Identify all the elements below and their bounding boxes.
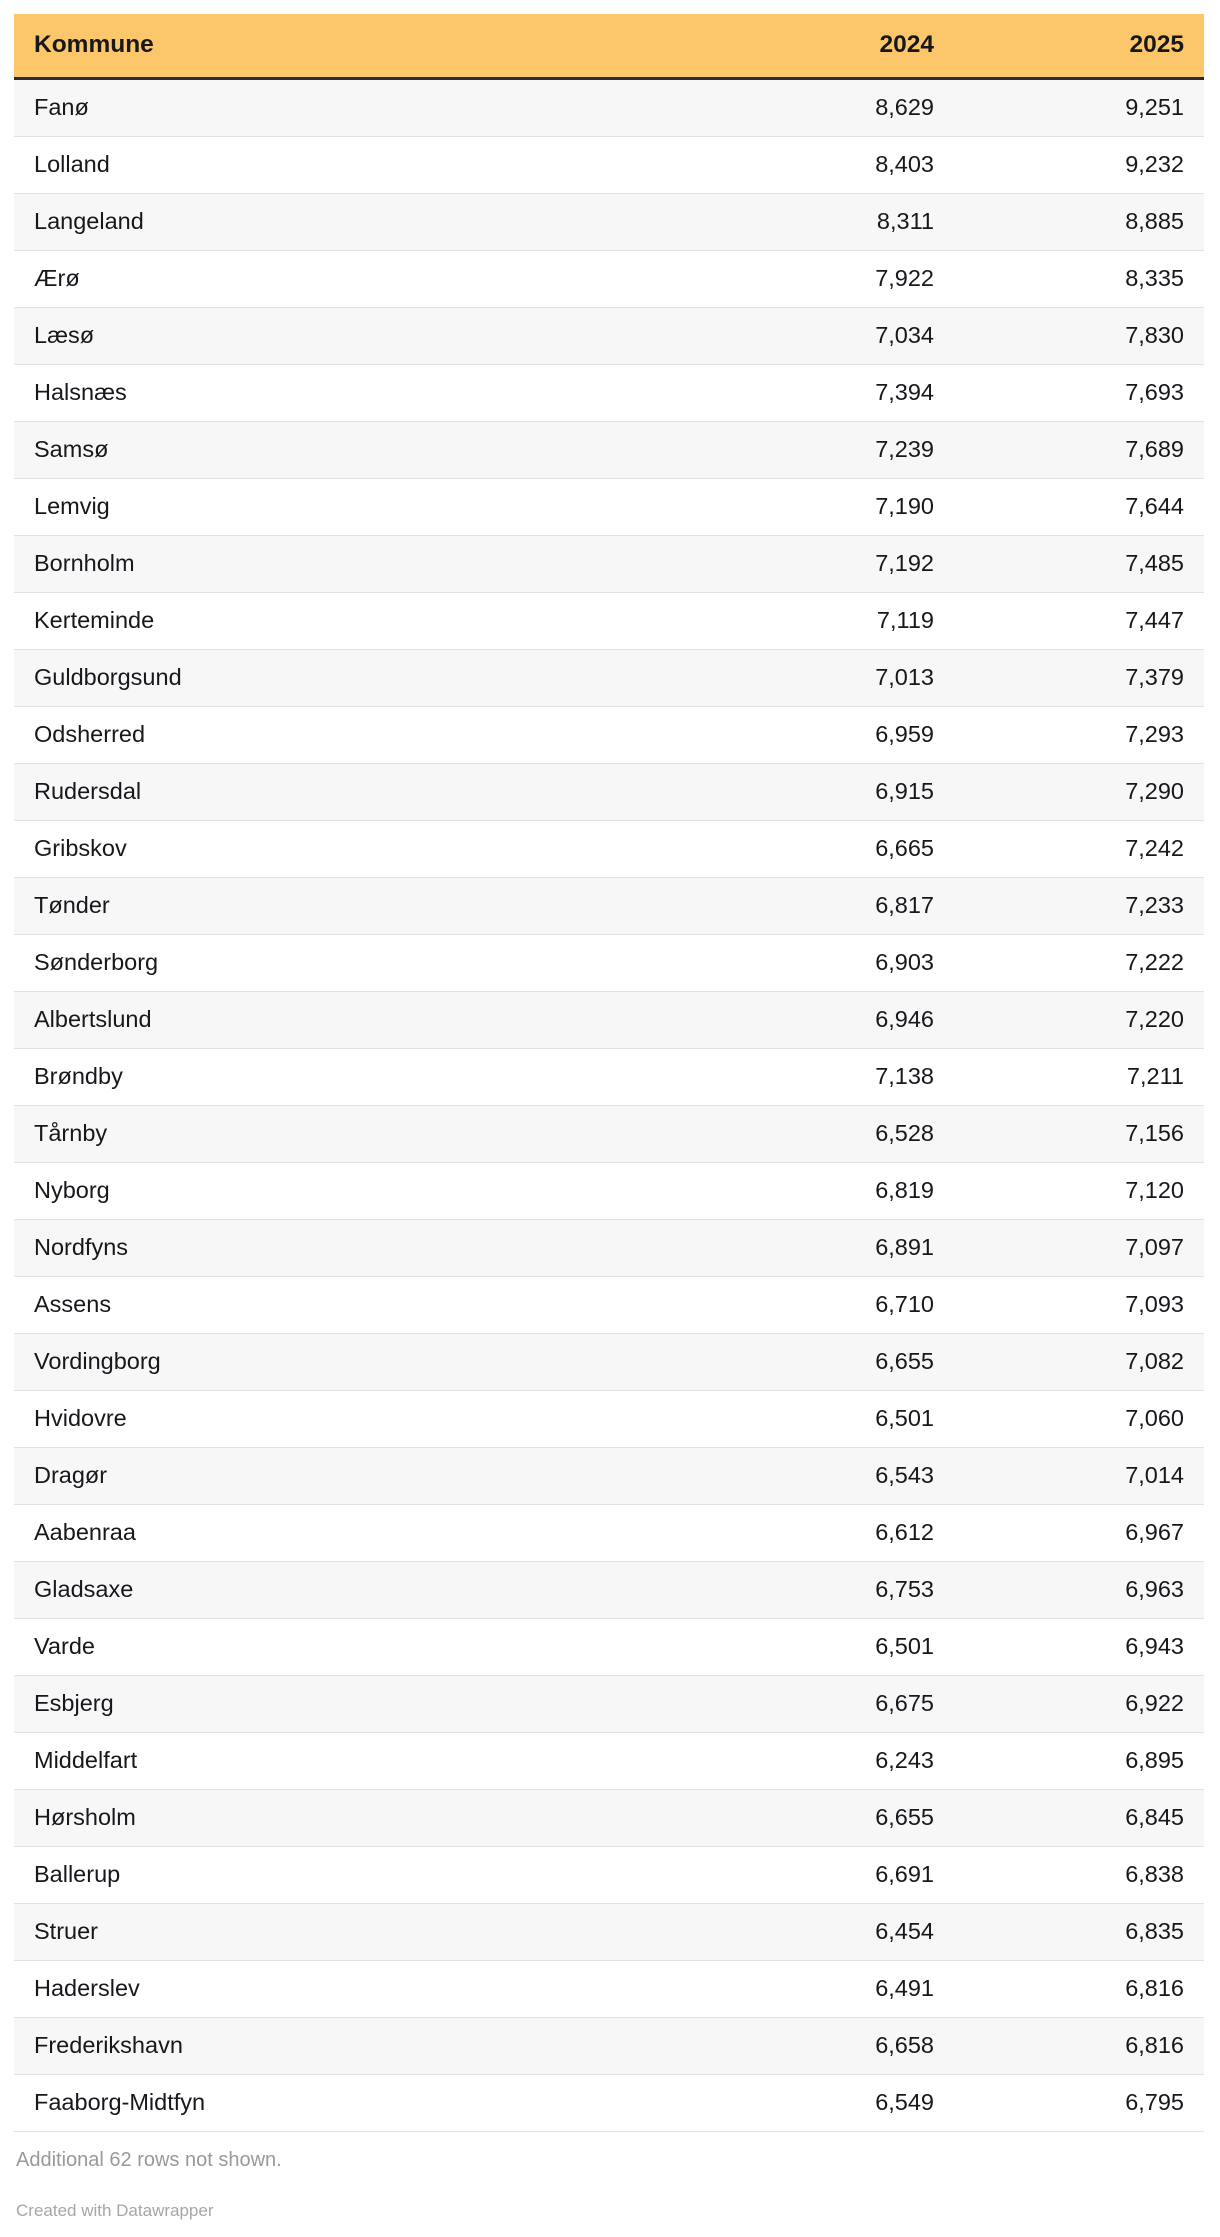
cell-2025: 9,232 xyxy=(954,137,1204,194)
table-row xyxy=(14,707,1204,764)
cell-2025: 7,290 xyxy=(954,764,1204,821)
table-row xyxy=(14,536,1204,593)
table-row xyxy=(14,79,1204,137)
cell-2025: 7,830 xyxy=(954,308,1204,365)
cell-2025: 7,644 xyxy=(954,479,1204,536)
cell-2024: 6,491 xyxy=(704,1961,954,2018)
cell-kommune: Sønderborg xyxy=(14,935,704,992)
column-header-kommune[interactable]: Kommune xyxy=(14,14,704,79)
cell-2024: 6,959 xyxy=(704,707,954,764)
cell-2025: 7,222 xyxy=(954,935,1204,992)
cell-kommune: Gribskov xyxy=(14,821,704,878)
table-row xyxy=(14,878,1204,935)
cell-kommune: Kerteminde xyxy=(14,593,704,650)
cell-2025: 7,379 xyxy=(954,650,1204,707)
cell-kommune: Nordfyns xyxy=(14,1220,704,1277)
cell-2025: 7,156 xyxy=(954,1106,1204,1163)
cell-2024: 8,403 xyxy=(704,137,954,194)
cell-2024: 7,034 xyxy=(704,308,954,365)
data-table xyxy=(14,14,1204,2132)
column-header-2025[interactable]: 2025 xyxy=(954,14,1204,79)
table-row xyxy=(14,1049,1204,1106)
cell-kommune: Hørsholm xyxy=(14,1790,704,1847)
cell-kommune: Albertslund xyxy=(14,992,704,1049)
cell-2025: 6,967 xyxy=(954,1505,1204,1562)
cell-kommune: Læsø xyxy=(14,308,704,365)
table-body xyxy=(14,79,1204,2132)
cell-2025: 7,693 xyxy=(954,365,1204,422)
cell-2025: 6,816 xyxy=(954,2018,1204,2075)
cell-kommune: Brøndby xyxy=(14,1049,704,1106)
table-row xyxy=(14,308,1204,365)
cell-2024: 6,454 xyxy=(704,1904,954,1961)
cell-2025: 7,014 xyxy=(954,1448,1204,1505)
table-row xyxy=(14,1277,1204,1334)
table-row xyxy=(14,650,1204,707)
cell-2025: 6,895 xyxy=(954,1733,1204,1790)
rows-not-shown-note: Additional 62 rows not shown. xyxy=(16,2149,282,2171)
cell-kommune: Struer xyxy=(14,1904,704,1961)
cell-2025: 7,093 xyxy=(954,1277,1204,1334)
cell-2024: 6,710 xyxy=(704,1277,954,1334)
table-row xyxy=(14,1163,1204,1220)
cell-2025: 6,845 xyxy=(954,1790,1204,1847)
cell-2025: 7,485 xyxy=(954,536,1204,593)
table-row xyxy=(14,1334,1204,1391)
cell-kommune: Lolland xyxy=(14,137,704,194)
cell-2024: 6,915 xyxy=(704,764,954,821)
table-row xyxy=(14,1733,1204,1790)
cell-2024: 6,817 xyxy=(704,878,954,935)
cell-2025: 7,293 xyxy=(954,707,1204,764)
cell-2024: 7,239 xyxy=(704,422,954,479)
cell-2025: 7,447 xyxy=(954,593,1204,650)
cell-kommune: Langeland xyxy=(14,194,704,251)
cell-kommune: Varde xyxy=(14,1619,704,1676)
table-row xyxy=(14,1619,1204,1676)
cell-kommune: Bornholm xyxy=(14,536,704,593)
table-header-row xyxy=(14,14,1204,79)
cell-2024: 6,243 xyxy=(704,1733,954,1790)
table-row xyxy=(14,1448,1204,1505)
table-row xyxy=(14,935,1204,992)
table-row xyxy=(14,1847,1204,1904)
cell-2025: 7,060 xyxy=(954,1391,1204,1448)
cell-kommune: Samsø xyxy=(14,422,704,479)
cell-kommune: Frederikshavn xyxy=(14,2018,704,2075)
cell-2024: 7,190 xyxy=(704,479,954,536)
cell-2024: 6,675 xyxy=(704,1676,954,1733)
cell-2024: 6,655 xyxy=(704,1790,954,1847)
cell-kommune: Odsherred xyxy=(14,707,704,764)
cell-2024: 6,528 xyxy=(704,1106,954,1163)
cell-2025: 6,922 xyxy=(954,1676,1204,1733)
cell-2024: 6,501 xyxy=(704,1619,954,1676)
table-row xyxy=(14,1391,1204,1448)
cell-kommune: Ballerup xyxy=(14,1847,704,1904)
cell-2024: 7,394 xyxy=(704,365,954,422)
cell-2025: 6,963 xyxy=(954,1562,1204,1619)
table-row xyxy=(14,1562,1204,1619)
cell-kommune: Assens xyxy=(14,1277,704,1334)
cell-2025: 7,211 xyxy=(954,1049,1204,1106)
cell-2024: 8,311 xyxy=(704,194,954,251)
cell-2024: 6,543 xyxy=(704,1448,954,1505)
cell-2024: 7,922 xyxy=(704,251,954,308)
cell-2025: 7,242 xyxy=(954,821,1204,878)
cell-kommune: Tårnby xyxy=(14,1106,704,1163)
cell-kommune: Guldborgsund xyxy=(14,650,704,707)
table-row xyxy=(14,593,1204,650)
cell-kommune: Tønder xyxy=(14,878,704,935)
cell-2025: 7,082 xyxy=(954,1334,1204,1391)
cell-2024: 7,192 xyxy=(704,536,954,593)
cell-kommune: Middelfart xyxy=(14,1733,704,1790)
cell-2025: 6,835 xyxy=(954,1904,1204,1961)
table-row xyxy=(14,821,1204,878)
table-row xyxy=(14,1106,1204,1163)
table-row xyxy=(14,422,1204,479)
cell-2024: 6,501 xyxy=(704,1391,954,1448)
cell-2025: 8,885 xyxy=(954,194,1204,251)
cell-2025: 7,689 xyxy=(954,422,1204,479)
column-header-2024[interactable]: 2024 xyxy=(704,14,954,79)
cell-kommune: Gladsaxe xyxy=(14,1562,704,1619)
table-row xyxy=(14,1505,1204,1562)
cell-kommune: Lemvig xyxy=(14,479,704,536)
cell-2024: 6,665 xyxy=(704,821,954,878)
cell-2025: 7,097 xyxy=(954,1220,1204,1277)
table-row xyxy=(14,1220,1204,1277)
table-row xyxy=(14,764,1204,821)
cell-2024: 6,658 xyxy=(704,2018,954,2075)
table-row xyxy=(14,194,1204,251)
table-header xyxy=(14,14,1204,79)
cell-kommune: Faaborg-Midtfyn xyxy=(14,2075,704,2132)
cell-2024: 6,612 xyxy=(704,1505,954,1562)
table-row xyxy=(14,2075,1204,2132)
cell-2025: 8,335 xyxy=(954,251,1204,308)
table-row xyxy=(14,992,1204,1049)
cell-kommune: Rudersdal xyxy=(14,764,704,821)
cell-kommune: Aabenraa xyxy=(14,1505,704,1562)
table-row xyxy=(14,2018,1204,2075)
datawrapper-credit[interactable]: Created with Datawrapper xyxy=(16,2201,214,2220)
cell-2024: 6,691 xyxy=(704,1847,954,1904)
table-row xyxy=(14,251,1204,308)
cell-2025: 7,233 xyxy=(954,878,1204,935)
table-row xyxy=(14,137,1204,194)
cell-kommune: Esbjerg xyxy=(14,1676,704,1733)
cell-kommune: Hvidovre xyxy=(14,1391,704,1448)
cell-2025: 7,220 xyxy=(954,992,1204,1049)
cell-2025: 6,943 xyxy=(954,1619,1204,1676)
cell-kommune: Haderslev xyxy=(14,1961,704,2018)
table-row xyxy=(14,1676,1204,1733)
cell-2024: 6,819 xyxy=(704,1163,954,1220)
cell-kommune: Dragør xyxy=(14,1448,704,1505)
cell-2024: 8,629 xyxy=(704,79,954,137)
cell-2024: 6,753 xyxy=(704,1562,954,1619)
table-row xyxy=(14,1961,1204,2018)
cell-2024: 6,655 xyxy=(704,1334,954,1391)
cell-kommune: Halsnæs xyxy=(14,365,704,422)
cell-2024: 6,891 xyxy=(704,1220,954,1277)
cell-kommune: Nyborg xyxy=(14,1163,704,1220)
cell-2024: 6,549 xyxy=(704,2075,954,2132)
cell-2024: 6,903 xyxy=(704,935,954,992)
table-row xyxy=(14,1790,1204,1847)
cell-2024: 7,013 xyxy=(704,650,954,707)
cell-kommune: Vordingborg xyxy=(14,1334,704,1391)
cell-2024: 6,946 xyxy=(704,992,954,1049)
cell-2025: 6,795 xyxy=(954,2075,1204,2132)
cell-2024: 7,119 xyxy=(704,593,954,650)
table-row xyxy=(14,365,1204,422)
cell-kommune: Ærø xyxy=(14,251,704,308)
cell-2024: 7,138 xyxy=(704,1049,954,1106)
table-row xyxy=(14,479,1204,536)
table-row xyxy=(14,1904,1204,1961)
cell-kommune: Fanø xyxy=(14,79,704,137)
cell-2025: 6,816 xyxy=(954,1961,1204,2018)
cell-2025: 9,251 xyxy=(954,79,1204,137)
cell-2025: 6,838 xyxy=(954,1847,1204,1904)
cell-2025: 7,120 xyxy=(954,1163,1204,1220)
